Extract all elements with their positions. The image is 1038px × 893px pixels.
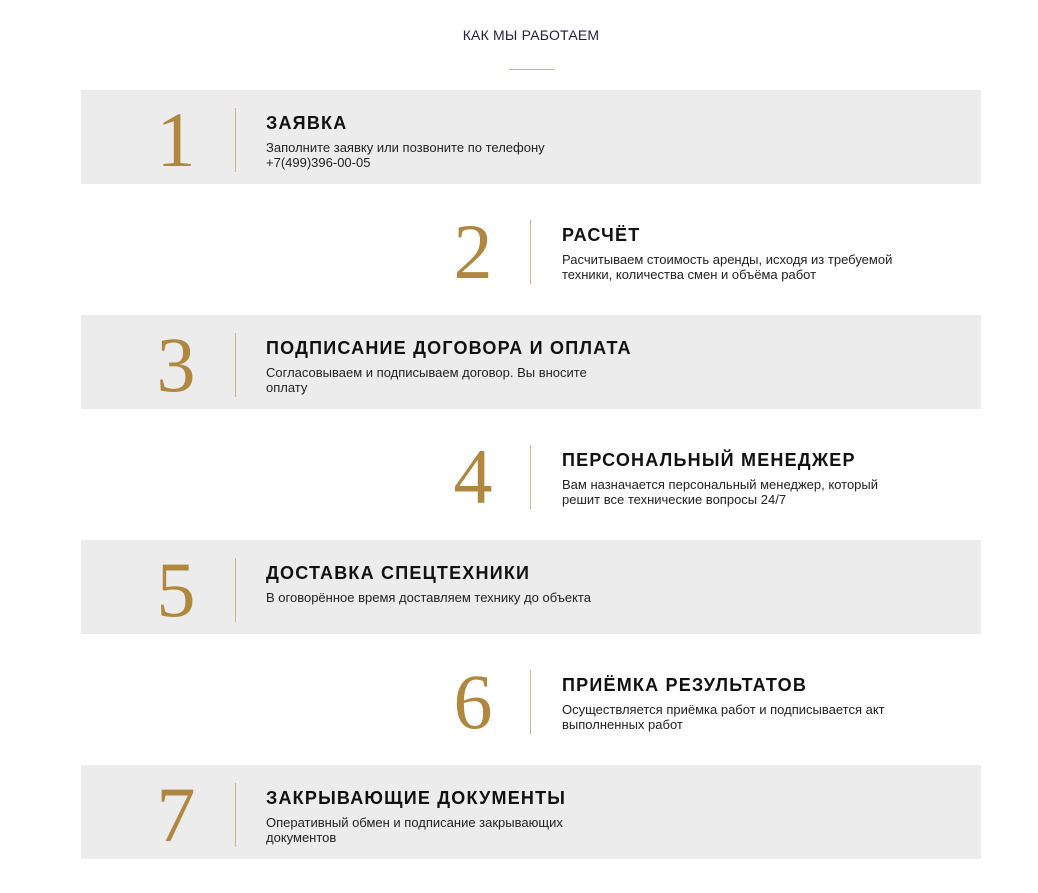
step-number: 1 — [156, 96, 196, 183]
step-title: ДОСТАВКА СПЕЦТЕХНИКИ — [266, 563, 531, 583]
step-content — [266, 562, 646, 605]
step-content — [266, 787, 646, 845]
step-number: 7 — [156, 771, 196, 858]
step-content — [562, 449, 942, 507]
step-2 — [81, 202, 981, 296]
step-divider — [235, 558, 236, 622]
step-4 — [81, 427, 981, 521]
step-description: Осуществляется приёмка работ и подписывается акт выполненных работ — [562, 702, 885, 732]
step-description: Согласовываем и подписываем договор. Вы вносите оплату — [266, 365, 587, 395]
step-title: ПРИЁМКА РЕЗУЛЬТАТОВ — [562, 675, 808, 695]
step-description: Заполните заявку или позвоните по телефону +7(499)396-00-05 — [266, 140, 545, 170]
step-3 — [81, 315, 981, 409]
step-content — [266, 112, 646, 170]
step-divider — [235, 783, 236, 847]
step-number: 4 — [453, 433, 493, 520]
step-title: РАСЧЁТ — [562, 225, 641, 245]
step-divider — [235, 333, 236, 397]
step-number: 2 — [453, 208, 493, 295]
step-number: 3 — [156, 321, 196, 408]
step-title: ПЕРСОНАЛЬНЫЙ МЕНЕДЖЕР — [562, 450, 856, 470]
step-divider — [235, 108, 236, 172]
step-description: В оговорённое время доставляем технику до объекта — [266, 590, 591, 605]
step-divider — [530, 445, 531, 509]
step-7 — [81, 765, 981, 859]
step-number: 5 — [156, 546, 196, 633]
section-title: КАК МЫ РАБОТАЕМ — [462, 27, 600, 43]
step-title: ЗАЯВКА — [266, 113, 348, 133]
step-1 — [81, 90, 981, 184]
step-content — [562, 674, 942, 732]
step-6 — [81, 652, 981, 746]
step-description: Расчитываем стоимость аренды, исходя из требуемой техники, количества смен и объёма работ — [562, 252, 893, 282]
step-5 — [81, 540, 981, 634]
step-title: ЗАКРЫВАЮЩИЕ ДОКУМЕНТЫ — [266, 788, 567, 808]
step-description: Оперативный обмен и подписание закрывающих документов — [266, 815, 563, 845]
step-divider — [530, 670, 531, 734]
step-content — [266, 337, 686, 395]
step-title: ПОДПИСАНИЕ ДОГОВОРА И ОПЛАТА — [266, 338, 632, 358]
step-description: Вам назначается персональный менеджер, который решит все технические вопросы 24/7 — [562, 477, 879, 507]
step-number: 6 — [453, 658, 493, 745]
step-content — [562, 224, 942, 282]
title-divider — [509, 69, 554, 70]
step-divider — [530, 220, 531, 284]
